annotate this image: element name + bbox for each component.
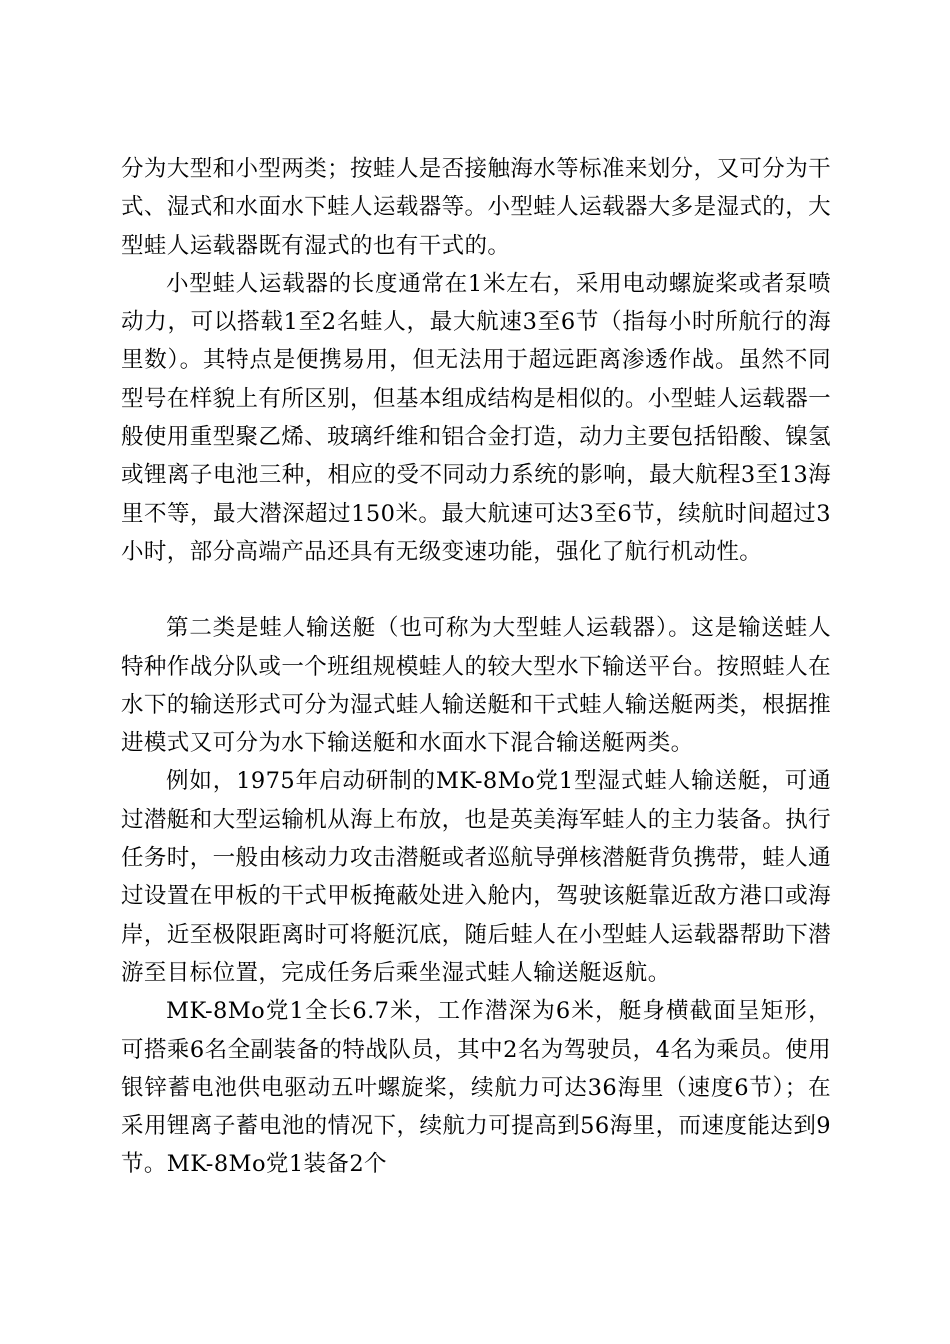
paragraph-mk8-specs: MK-8Mo党1全长6.7米，工作潜深为6米，艇身横截面呈矩形，可搭乘6名全副装备的特战队员，其中2名为驾驶员，4名为乘员。使用银锌蓄电池供电驱动五叶螺旋桨，续航力可达36海里（速度6节）；在采用锂离子蓄电池的情况下，续航力可提高到56海里，而速度能达到9节。MK-8Mo党1装备2个	[121, 998, 831, 1178]
paragraph-swimmer-delivery-boat: 第二类是蛙人输送艇（也可称为大型蛙人运载器）。这是输送蛙人特种作战分队或一个班组规模蛙人的较大型水下输送平台。按照蛙人在水下的输送形式可分为湿式蛙人输送艇和干式蛙人输送艇两类，根据推进模式又可分为水下输送艇和水面水下混合输送艇两类。	[121, 615, 831, 757]
article-body	[121, 150, 831, 1184]
paragraph-spacer	[121, 571, 831, 609]
paragraph-continued-classification: 分为大型和小型两类；按蛙人是否接触海水等标准来划分，又可分为干式、湿式和水面水下蛙人运载器等。小型蛙人运载器大多是湿式的，大型蛙人运载器既有湿式的也有干式的。	[121, 156, 831, 259]
paragraph-mk8-example: 例如，1975年启动研制的MK-8Mo党1型湿式蛙人输送艇，可通过潜艇和大型运输机从海上布放，也是英美海军蛙人的主力装备。执行任务时，一般由核动力攻击潜艇或者巡航导弹核潜艇背负携带，蛙人通过设置在甲板的干式甲板掩蔽处进入舱内，驾驶该艇靠近敌方港口或海岸，近至极限距离时可将艇沉底，随后蛙人在小型蛙人运载器帮助下潜游至目标位置，完成任务后乘坐湿式蛙人输送艇返航。	[121, 768, 831, 986]
paragraph-small-swimmer-delivery-vehicle: 小型蛙人运载器的长度通常在1米左右，采用电动螺旋桨或者泵喷动力，可以搭载1至2名蛙人，最大航速3至6节（指每小时所航行的海里数）。其特点是便携易用，但无法用于超远距离渗透作战。虽然不同型号在样貌上有所区别，但基本组成结构是相似的。小型蛙人运载器一般使用重型聚乙烯、玻璃纤维和铝合金打造，动力主要包括铅酸、镍氢或锂离子电池三种，相应的受不同动力系统的影响，最大航程3至13海里不等，最大潜深超过150米。最大航速可达3至6节，续航时间超过3小时，部分高端产品还具有无级变速功能，强化了航行机动性。	[121, 270, 831, 565]
